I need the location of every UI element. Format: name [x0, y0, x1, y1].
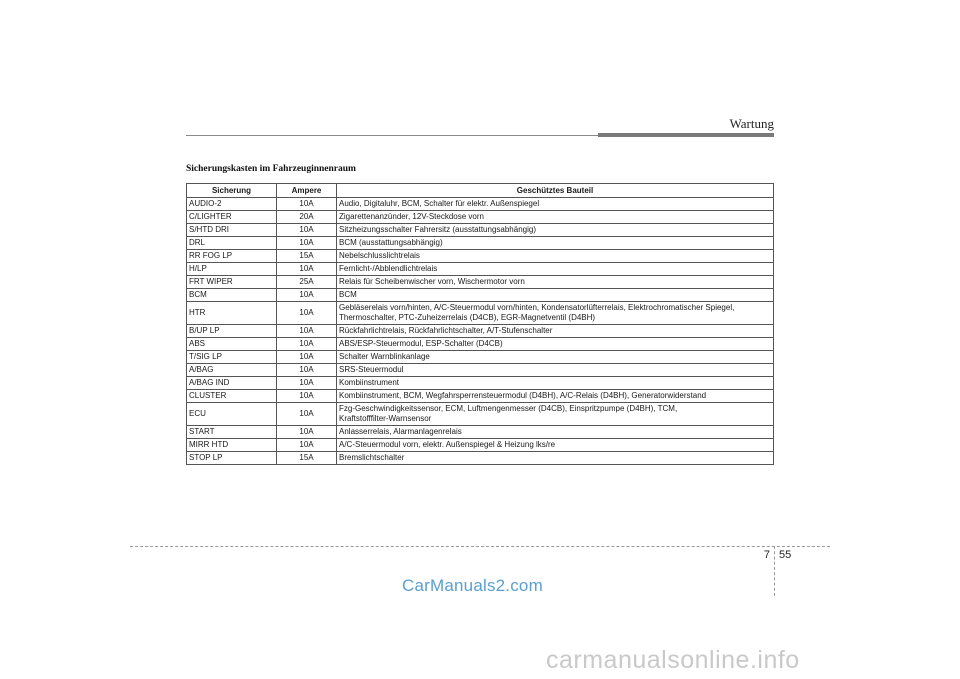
fuse-ampere: 10A — [277, 403, 337, 426]
fuse-name: FRT WIPER — [187, 276, 277, 289]
fuse-name: STOP LP — [187, 452, 277, 465]
fuse-name: H/LP — [187, 263, 277, 276]
header-rule-accent — [598, 133, 774, 137]
fuse-component: Kombiinstrument, BCM, Wegfahrsperrensteuermodul (D4BH), A/C-Relais (D4BH), Generatorwiderstand — [337, 390, 774, 403]
table-row — [187, 224, 774, 237]
table-row — [187, 250, 774, 263]
fuse-name: B/UP LP — [187, 325, 277, 338]
fuse-ampere: 10A — [277, 237, 337, 250]
fuse-component: Schalter Warnblinkanlage — [337, 351, 774, 364]
fuse-table — [186, 183, 774, 465]
table-row — [187, 364, 774, 377]
table-row — [187, 351, 774, 364]
section-title: Wartung — [729, 116, 774, 131]
fuse-component — [337, 302, 774, 325]
header-rule — [186, 135, 598, 136]
fuse-ampere: 15A — [277, 452, 337, 465]
fuse-component: Anlasserrelais, Alarmanlagenrelais — [337, 426, 774, 439]
fuse-component: Sitzheizungsschalter Fahrersitz (ausstattungsabhängig) — [337, 224, 774, 237]
footer-dashed-rule — [130, 546, 830, 547]
fuse-component: Kombiinstrument — [337, 377, 774, 390]
fuse-component: Fernlicht-/Abblendlichtrelais — [337, 263, 774, 276]
fuse-name: START — [187, 426, 277, 439]
fuse-name: A/BAG — [187, 364, 277, 377]
column-header-fuse: Sicherung — [187, 184, 277, 198]
fuse-name: HTR — [187, 302, 277, 325]
fuse-ampere: 10A — [277, 377, 337, 390]
watermark-link-top[interactable]: CarManuals2.com — [402, 576, 543, 595]
fuse-component: ABS/ESP-Steuermodul, ESP-Schalter (D4CB) — [337, 338, 774, 351]
footer-dashed-divider — [774, 546, 775, 596]
fuse-ampere: 10A — [277, 364, 337, 377]
fuse-name: DRL — [187, 237, 277, 250]
fuse-ampere: 25A — [277, 276, 337, 289]
fuse-name: C/LIGHTER — [187, 211, 277, 224]
fuse-ampere: 10A — [277, 289, 337, 302]
table-row — [187, 276, 774, 289]
fuse-name: RR FOG LP — [187, 250, 277, 263]
fuse-name: ABS — [187, 338, 277, 351]
fuse-name: CLUSTER — [187, 390, 277, 403]
table-header-row — [187, 184, 774, 198]
fuse-name: BCM — [187, 289, 277, 302]
fuse-ampere: 10A — [277, 224, 337, 237]
fuse-ampere: 10A — [277, 390, 337, 403]
table-title: Sicherungskasten im Fahrzeuginnenraum — [186, 164, 356, 174]
fuse-name: ECU — [187, 403, 277, 426]
chapter-number: 7 — [763, 549, 770, 561]
fuse-ampere: 10A — [277, 302, 337, 325]
table-row — [187, 403, 774, 426]
fuse-component: BCM (ausstattungsabhängig) — [337, 237, 774, 250]
component-line: Kraftstofffilter-Warnsensor — [339, 414, 432, 423]
column-header-component: Geschütztes Bauteil — [337, 184, 774, 198]
component-line: Thermoschalter, PTC-Zuheizerrelais (D4CB), EGR-Magnetventil (D4BH) — [339, 313, 596, 322]
table-row — [187, 452, 774, 465]
fuse-name: AUDIO-2 — [187, 198, 277, 211]
table-row — [187, 237, 774, 250]
table-row — [187, 426, 774, 439]
fuse-component: Nebelschlusslichtrelais — [337, 250, 774, 263]
fuse-component — [337, 403, 774, 426]
component-line: Gebläserelais vorn/hinten, A/C-Steuermodul vorn/hinten, Kondensatorlüfterrelais, Elektrochromatischer Spiegel, — [339, 303, 735, 312]
fuse-ampere: 10A — [277, 351, 337, 364]
table-row — [187, 211, 774, 224]
fuse-ampere: 10A — [277, 338, 337, 351]
table-row — [187, 377, 774, 390]
table-row — [187, 263, 774, 276]
fuse-name: S/HTD DRI — [187, 224, 277, 237]
table-row — [187, 439, 774, 452]
fuse-component: Bremslichtschalter — [337, 452, 774, 465]
table-row — [187, 338, 774, 351]
fuse-ampere: 10A — [277, 198, 337, 211]
fuse-component: Rückfahrlichtrelais, Rückfahrlichtschalter, A/T-Stufenschalter — [337, 325, 774, 338]
fuse-component: Relais für Scheibenwischer vorn, Wischermotor vorn — [337, 276, 774, 289]
table-row — [187, 302, 774, 325]
fuse-component: Zigarettenanzünder, 12V-Steckdose vorn — [337, 211, 774, 224]
table-row — [187, 325, 774, 338]
table-row — [187, 289, 774, 302]
fuse-component: SRS-Steuermodul — [337, 364, 774, 377]
column-header-ampere: Ampere — [277, 184, 337, 198]
table-row — [187, 198, 774, 211]
fuse-name: A/BAG IND — [187, 377, 277, 390]
fuse-ampere: 10A — [277, 426, 337, 439]
fuse-component: A/C-Steuermodul vorn, elektr. Außenspiegel & Heizung lks/re — [337, 439, 774, 452]
fuse-component: Audio, Digitaluhr, BCM, Schalter für elektr. Außenspiegel — [337, 198, 774, 211]
fuse-ampere: 20A — [277, 211, 337, 224]
fuse-name: MIRR HTD — [187, 439, 277, 452]
fuse-ampere: 10A — [277, 263, 337, 276]
watermark-link-bottom[interactable]: carmanualsonline.info — [546, 646, 800, 674]
table-row — [187, 390, 774, 403]
fuse-ampere: 10A — [277, 439, 337, 452]
component-line: Fzg-Geschwindigkeitssensor, ECM, Luftmengenmesser (D4CB), Einspritzpumpe (D4BH), TCM, — [339, 404, 678, 413]
fuse-component: BCM — [337, 289, 774, 302]
fuse-ampere: 15A — [277, 250, 337, 263]
fuse-name: T/SIG LP — [187, 351, 277, 364]
page-number: 55 — [779, 549, 792, 561]
fuse-ampere: 10A — [277, 325, 337, 338]
